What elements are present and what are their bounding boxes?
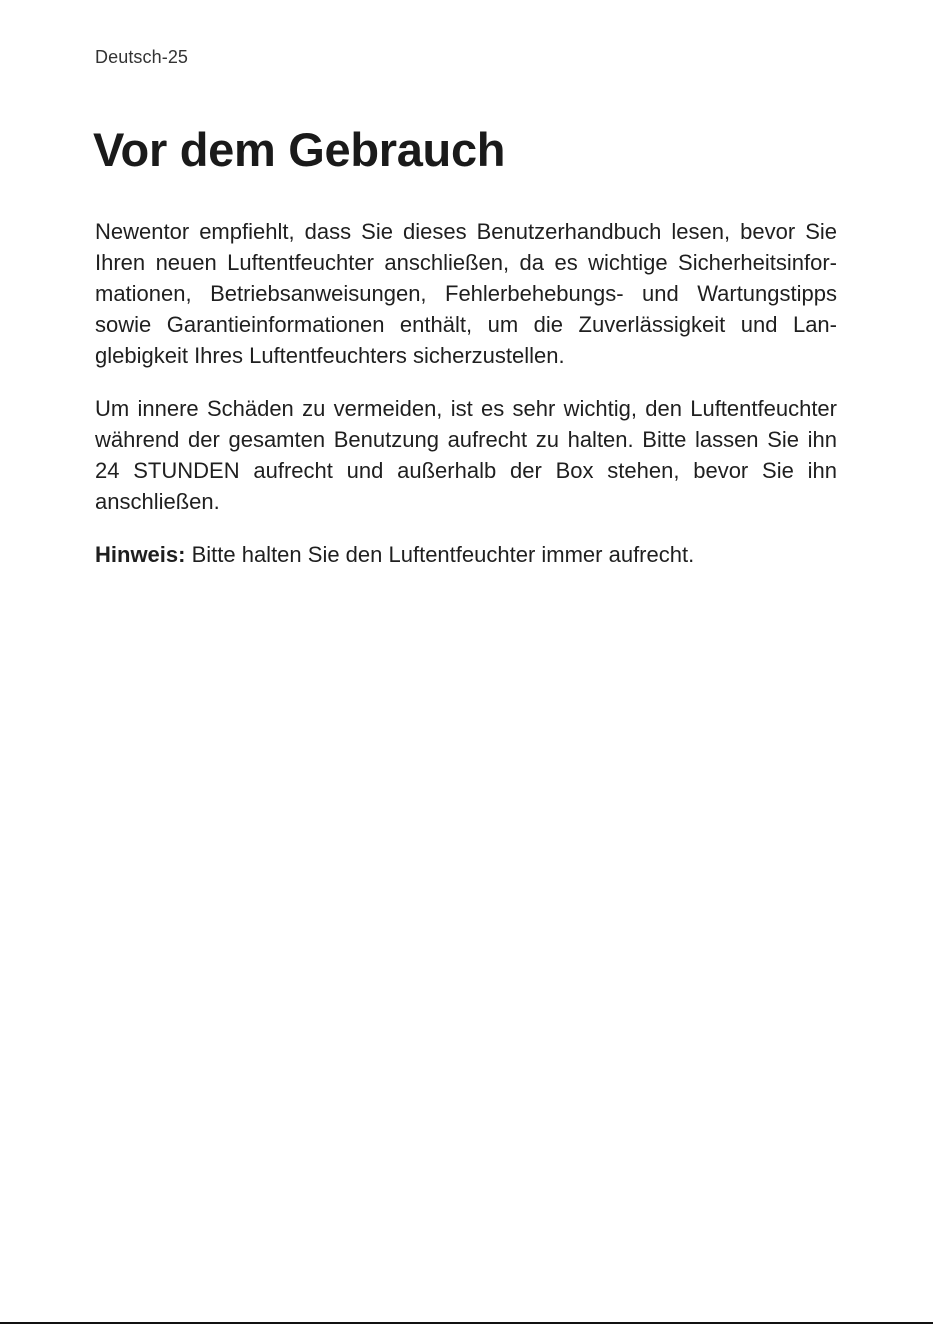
note-text: Bitte halten Sie den Luftentfeuchter immer aufrecht. — [185, 542, 695, 567]
note-paragraph — [95, 539, 837, 570]
intro-paragraph: Newentor empfiehlt, dass Sie dieses Benutzerhandbuch lesen, bevor Sie Ihren neuen Luftentfeuchter anschließen, da es wichtige Sicherheitsinformationen, Betriebsanweisungen, Fehlerbehebungs- und Wartungstipps sowie Garantieinformationen enthält, um die Zuverlässigkeit und Langlebigkeit Ihres Luftentfeuchters sicherzustellen. — [95, 219, 837, 368]
page-title: Vor dem Gebrauch — [93, 123, 506, 176]
content-body — [95, 216, 837, 592]
page-number-label: Deutsch-25 — [95, 47, 189, 67]
upright-warning-paragraph: Um innere Schäden zu vermeiden, ist es sehr wichtig, den Luftentfeuchter während der gesamten Benutzung aufrecht zu halten. Bitte lassen Sie ihn 24 STUNDEN aufrecht und außerhalb der Box stehen, bevor Sie ihn anschließen. — [95, 396, 837, 514]
note-label: Hinweis: — [95, 542, 186, 567]
